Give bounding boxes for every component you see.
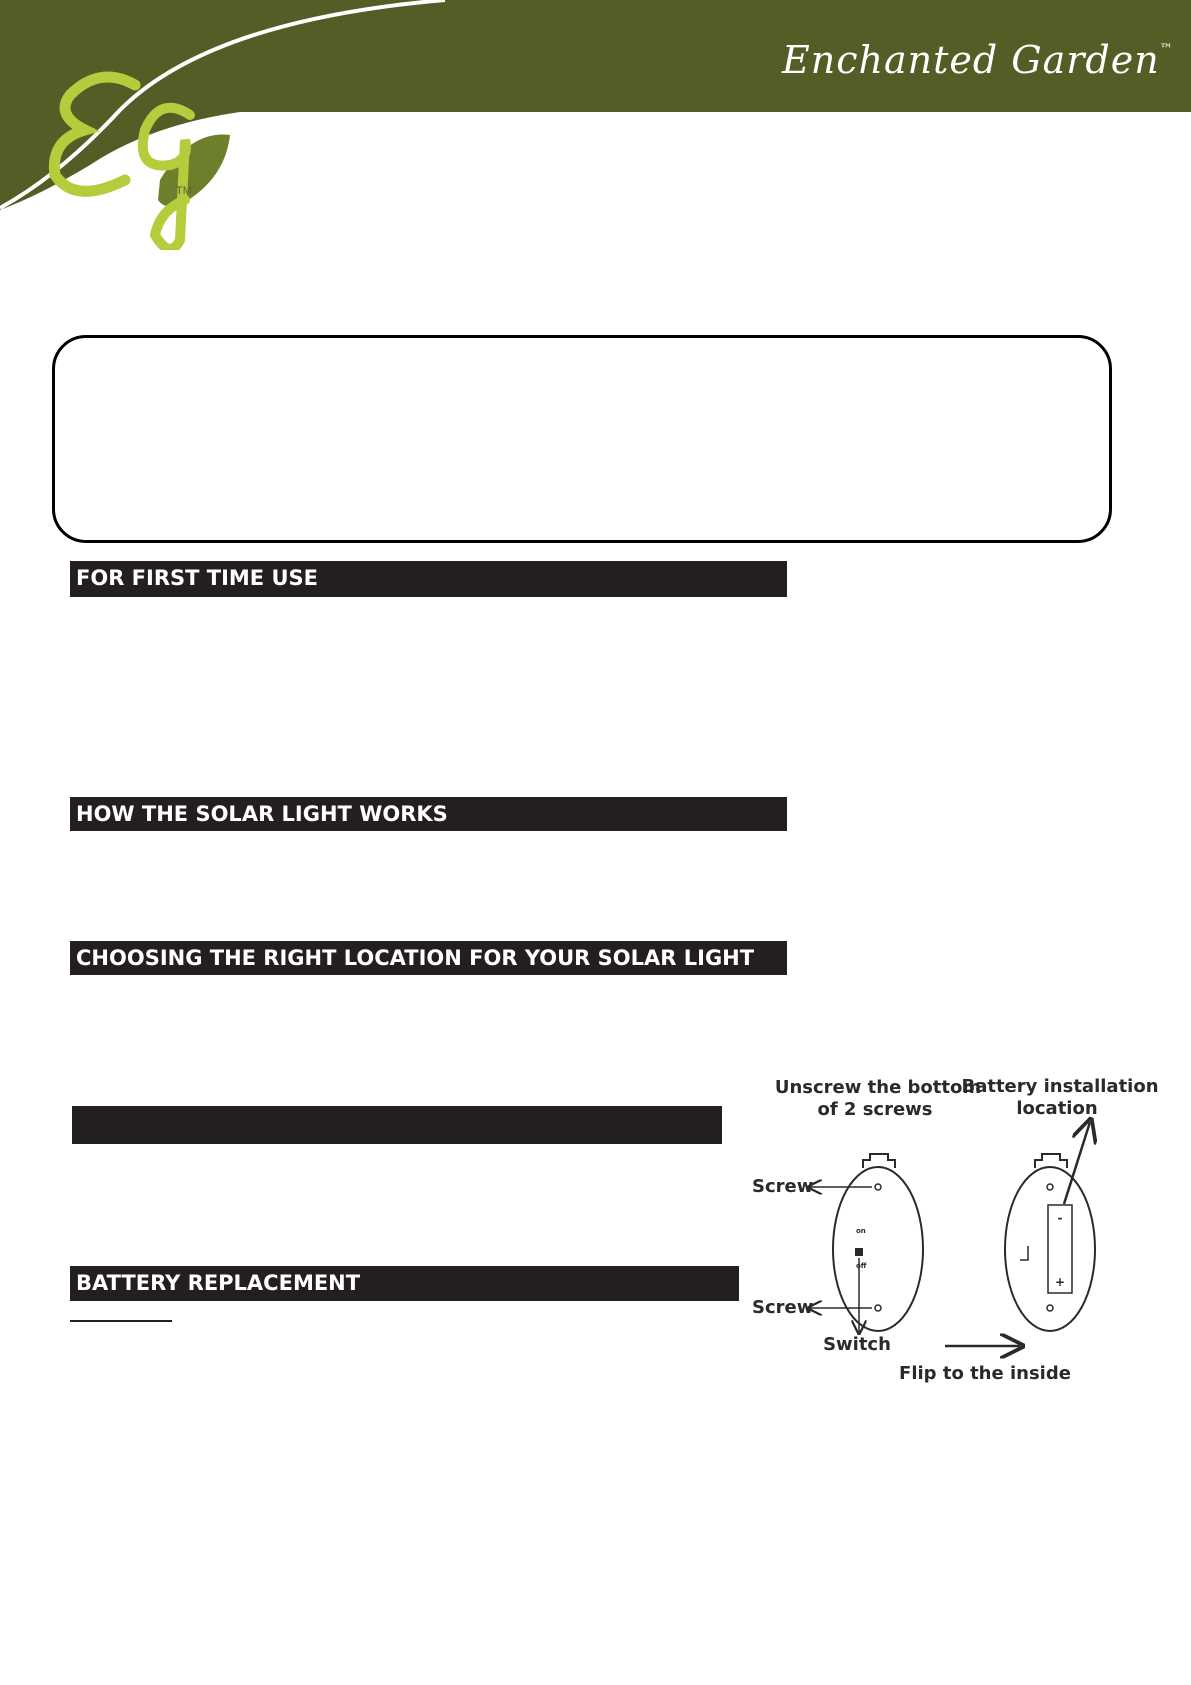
section-first-time-use: FOR FIRST TIME USE bbox=[70, 561, 787, 597]
casing-outside-icon bbox=[833, 1154, 923, 1331]
casing-inside-icon bbox=[1005, 1154, 1095, 1331]
subheading-underline bbox=[70, 1320, 172, 1322]
section-how-solar-light-works: HOW THE SOLAR LIGHT WORKS bbox=[70, 797, 787, 831]
battery-diagram bbox=[740, 1070, 1160, 1400]
section-choosing-location: CHOOSING THE RIGHT LOCATION FOR YOUR SOLAR LIGHT bbox=[70, 941, 787, 975]
logo-trademark: TM bbox=[176, 185, 192, 197]
eg-logo-icon bbox=[40, 60, 240, 250]
logo-leaf bbox=[158, 135, 230, 207]
label-screw-top: Screw bbox=[752, 1176, 814, 1197]
section-untitled bbox=[72, 1106, 722, 1144]
label-switch: Switch bbox=[823, 1334, 891, 1355]
switch-icon bbox=[855, 1248, 863, 1256]
brand-title: Enchanted Garden™ bbox=[782, 38, 1174, 82]
label-unscrew-line1: Unscrew the bottom bbox=[774, 1077, 982, 1098]
battery-plus-label: + bbox=[1054, 1275, 1066, 1289]
label-battery-line1: Battery installation bbox=[961, 1076, 1159, 1097]
switch-off-label: off bbox=[856, 1262, 867, 1270]
battery-minus-label: - bbox=[1057, 1211, 1063, 1225]
label-flip: Flip to the inside bbox=[899, 1363, 1071, 1384]
switch-on-label: on bbox=[856, 1227, 866, 1235]
label-battery-line2: location bbox=[1016, 1098, 1098, 1119]
label-screw-bottom: Screw bbox=[752, 1297, 814, 1318]
logo-letter-e bbox=[54, 77, 135, 191]
section-battery-replacement: BATTERY REPLACEMENT bbox=[70, 1266, 739, 1301]
notice-box bbox=[52, 335, 1112, 543]
label-unscrew-line2: of 2 screws bbox=[817, 1099, 933, 1120]
